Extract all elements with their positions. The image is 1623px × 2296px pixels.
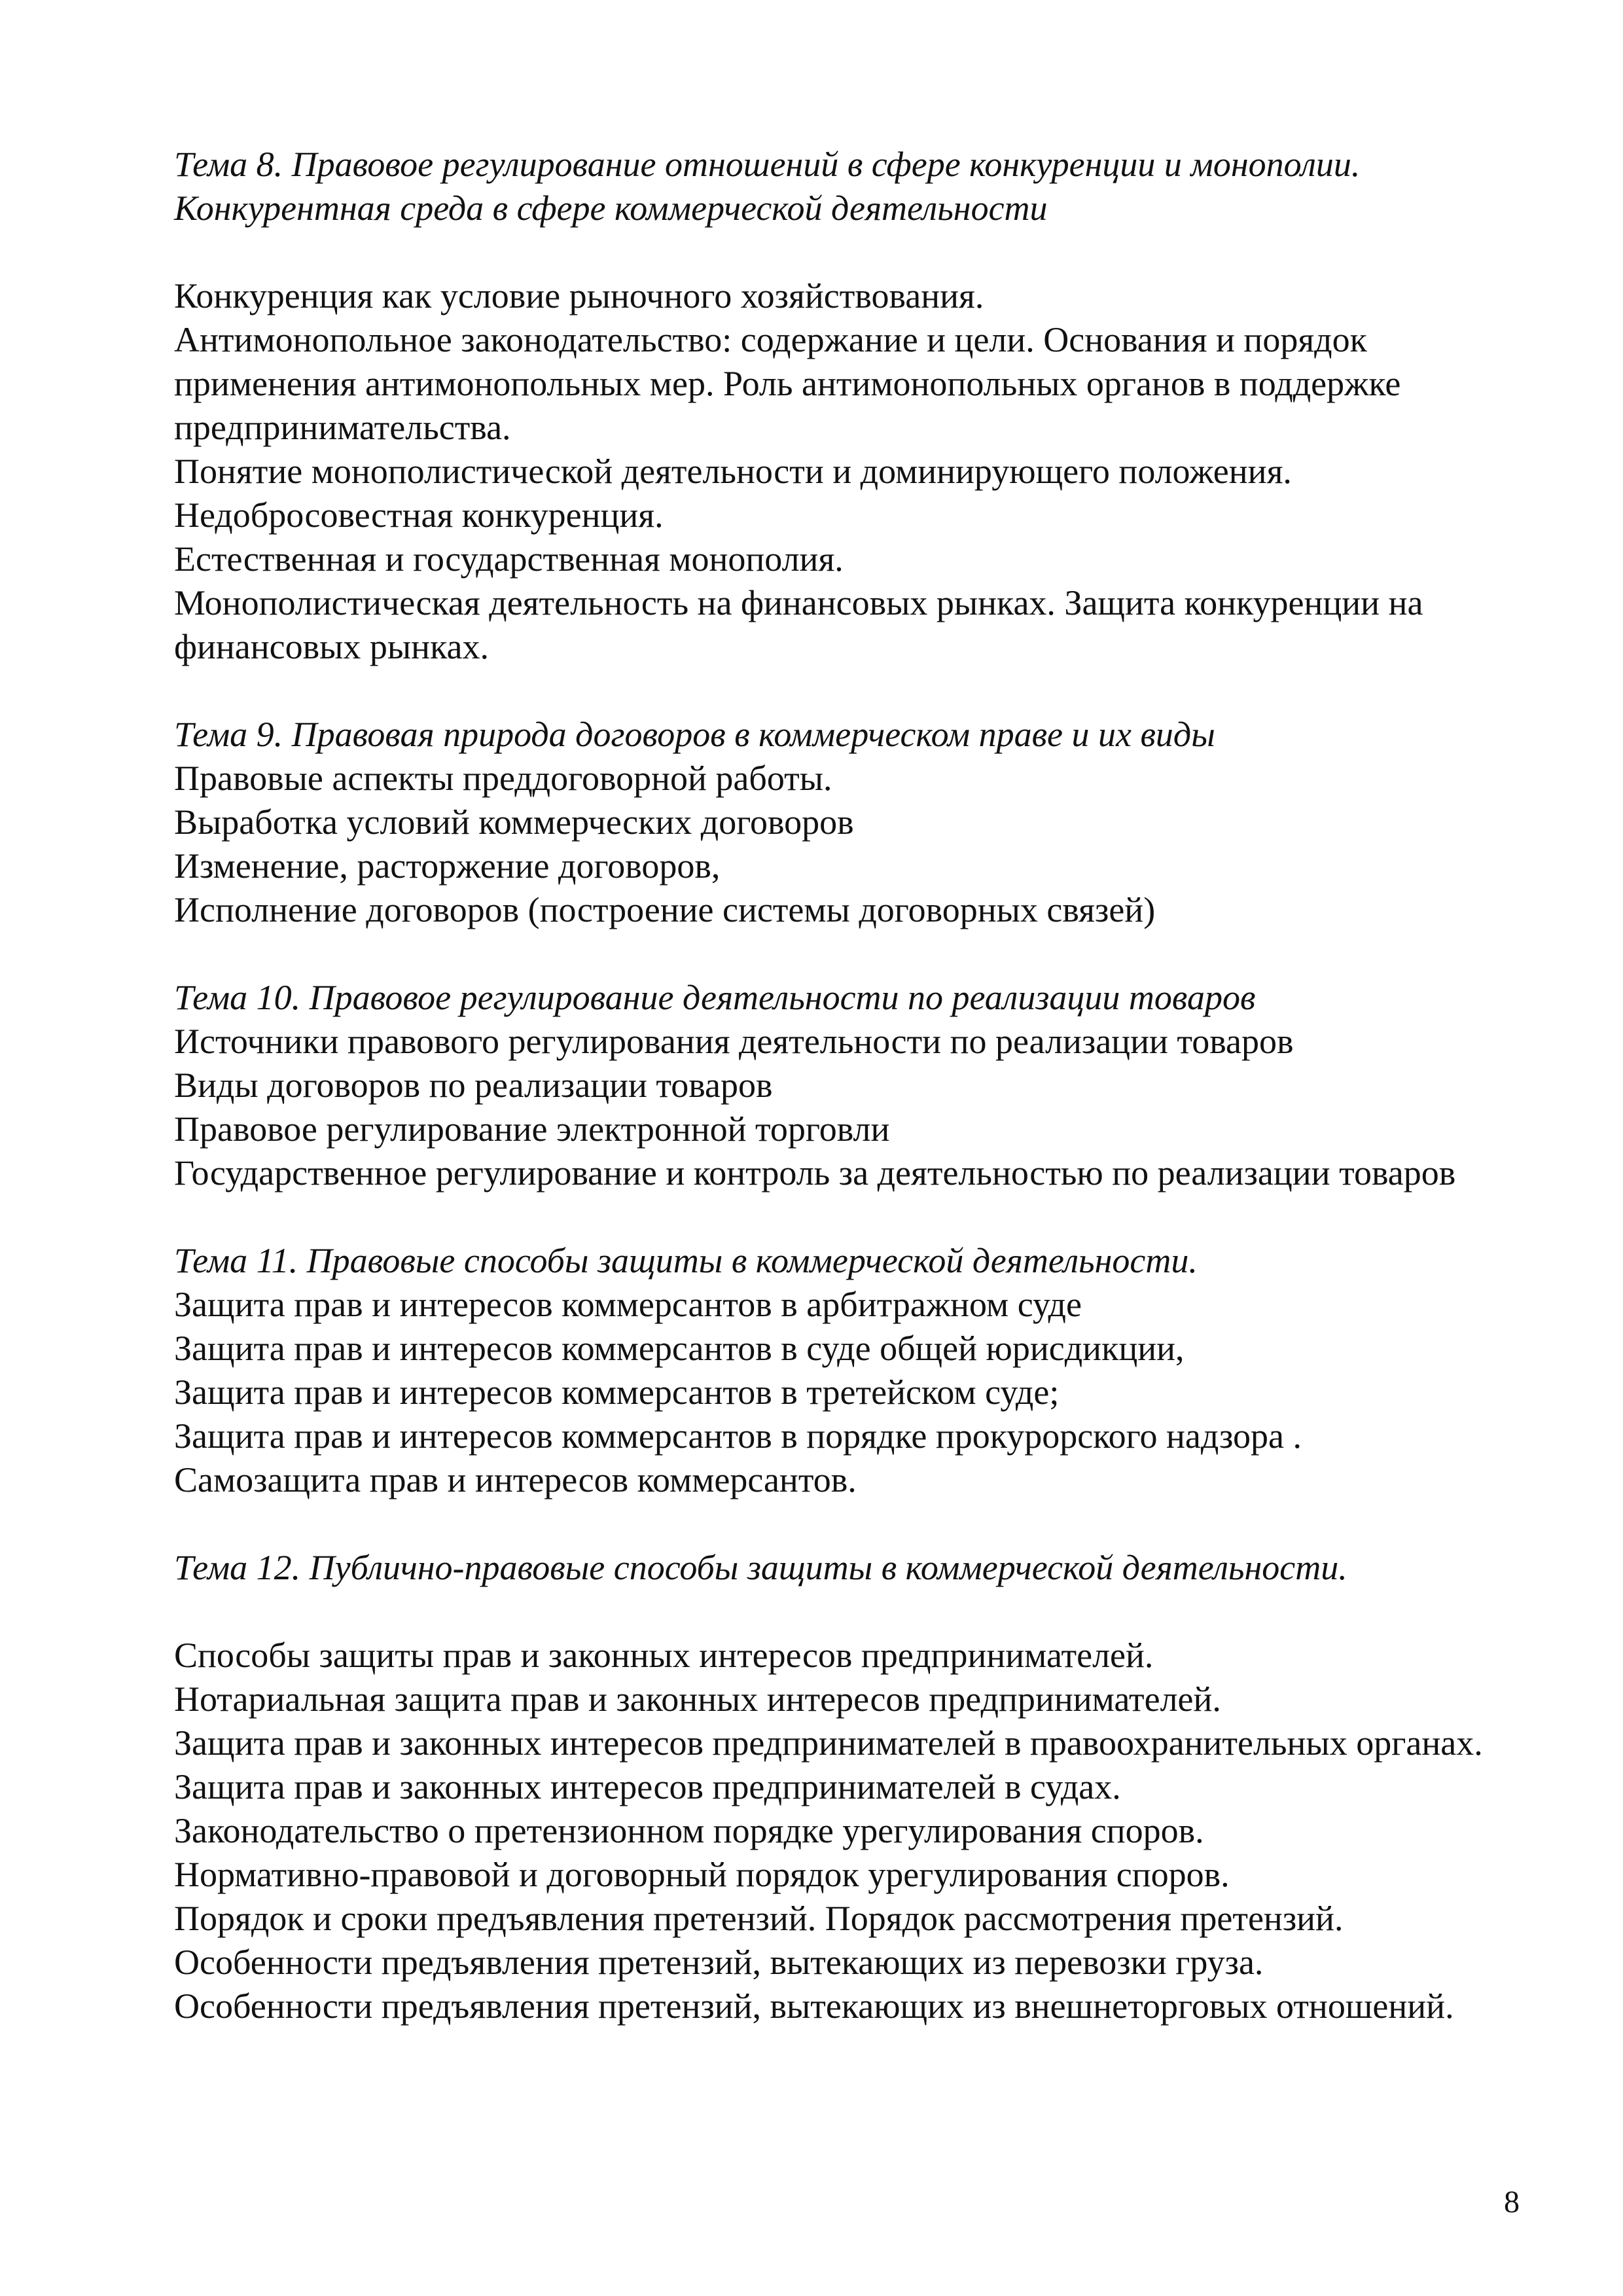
topic-item: Способы защиты прав и законных интересов предпринимателей. xyxy=(174,1636,1154,1675)
topic-heading: Тема 9. Правовая природа договоров в коммерческом праве и их виды xyxy=(174,715,1215,754)
topic-section xyxy=(174,976,1529,1195)
topic-item: Нотариальная защита прав и законных интересов предпринимателей. xyxy=(174,1679,1221,1719)
topic-item: Особенности предъявления претензий, вытекающих из внешнеторговых отношений. xyxy=(174,1986,1454,2026)
topic-heading: Тема 12. Публично-правовые способы защиты в коммерческой деятельности. xyxy=(174,1548,1347,1587)
topic-item: Правовые аспекты преддоговорной работы. xyxy=(174,759,832,798)
topic-item: Выработка условий коммерческих договоров xyxy=(174,802,854,842)
topic-section xyxy=(174,1546,1529,2028)
topic-item: Исполнение договоров (построение системы договорных связей) xyxy=(174,890,1156,929)
topic-item: Источники правового регулирования деятельности по реализации товаров xyxy=(174,1022,1294,1061)
topic-section xyxy=(174,1239,1529,1502)
topic-item: Правовое регулирование электронной торговли xyxy=(174,1109,890,1149)
topic-item: Государственное регулирование и контроль за деятельностью по реализации товаров xyxy=(174,1153,1456,1193)
section-gap xyxy=(174,932,1529,976)
topic-item: Защита прав и интересов коммерсантов в арбитражном суде xyxy=(174,1285,1082,1324)
topic-item: Изменение, расторжение договоров, xyxy=(174,846,721,886)
topic-item: Понятие монополистической деятельности и доминирующего положения. xyxy=(174,452,1292,491)
blank-line xyxy=(174,1590,1529,1634)
topic-item: Защита прав и интересов коммерсантов в порядке прокурорского надзора . xyxy=(174,1416,1302,1456)
section-gap xyxy=(174,1195,1529,1239)
topic-heading: Тема 11. Правовые способы защиты в коммерческой деятельности. xyxy=(174,1241,1198,1280)
topic-item: Антимонопольное законодательство: содержание и цели. Основания и порядок применения антимонопольных мер. Роль антимонопольных органов в поддержке предпринимательства. xyxy=(174,320,1401,447)
topic-item: Защита прав и интересов коммерсантов в суде общей юрисдикции, xyxy=(174,1329,1185,1368)
topic-item: Защита прав и интересов коммерсантов в третейском суде; xyxy=(174,1372,1060,1412)
topic-item: Нормативно-правовой и договорный порядок урегулирования споров. xyxy=(174,1855,1230,1894)
topic-section xyxy=(174,143,1529,669)
page-content xyxy=(174,143,1529,2028)
page-number: 8 xyxy=(1504,2185,1520,2219)
topic-item: Порядок и сроки предъявления претензий. Порядок рассмотрения претензий. xyxy=(174,1899,1344,1938)
topic-item: Защита прав и законных интересов предпринимателей в правоохранительных органах. xyxy=(174,1723,1483,1763)
topic-item: Недобросовестная конкуренция. xyxy=(174,495,664,535)
topic-item: Защита прав и законных интересов предпринимателей в судах. xyxy=(174,1767,1121,1806)
topic-item: Монополистическая деятельность на финансовых рынках. Защита конкуренции на финансовых рынках. xyxy=(174,583,1423,666)
topic-item: Особенности предъявления претензий, вытекающих из перевозки груза. xyxy=(174,1943,1264,1982)
topic-item: Законодательство о претензионном порядке урегулирования споров. xyxy=(174,1811,1204,1850)
topic-item: Самозащита прав и интересов коммерсантов. xyxy=(174,1460,857,1499)
topic-item: Виды договоров по реализации товаров xyxy=(174,1066,773,1105)
section-gap xyxy=(174,669,1529,713)
topic-section xyxy=(174,713,1529,932)
topic-item: Конкуренция как условие рыночного хозяйствования. xyxy=(174,276,984,315)
topic-heading: Тема 10. Правовое регулирование деятельности по реализации товаров xyxy=(174,978,1256,1017)
section-gap xyxy=(174,1502,1529,1546)
topic-heading: Тема 8. Правовое регулирование отношений в сфере конкуренции и монополии. Конкурентная среда в сфере коммерческой деятельности xyxy=(174,145,1361,228)
topic-item: Естественная и государственная монополия. xyxy=(174,539,844,579)
blank-line xyxy=(174,230,1529,274)
